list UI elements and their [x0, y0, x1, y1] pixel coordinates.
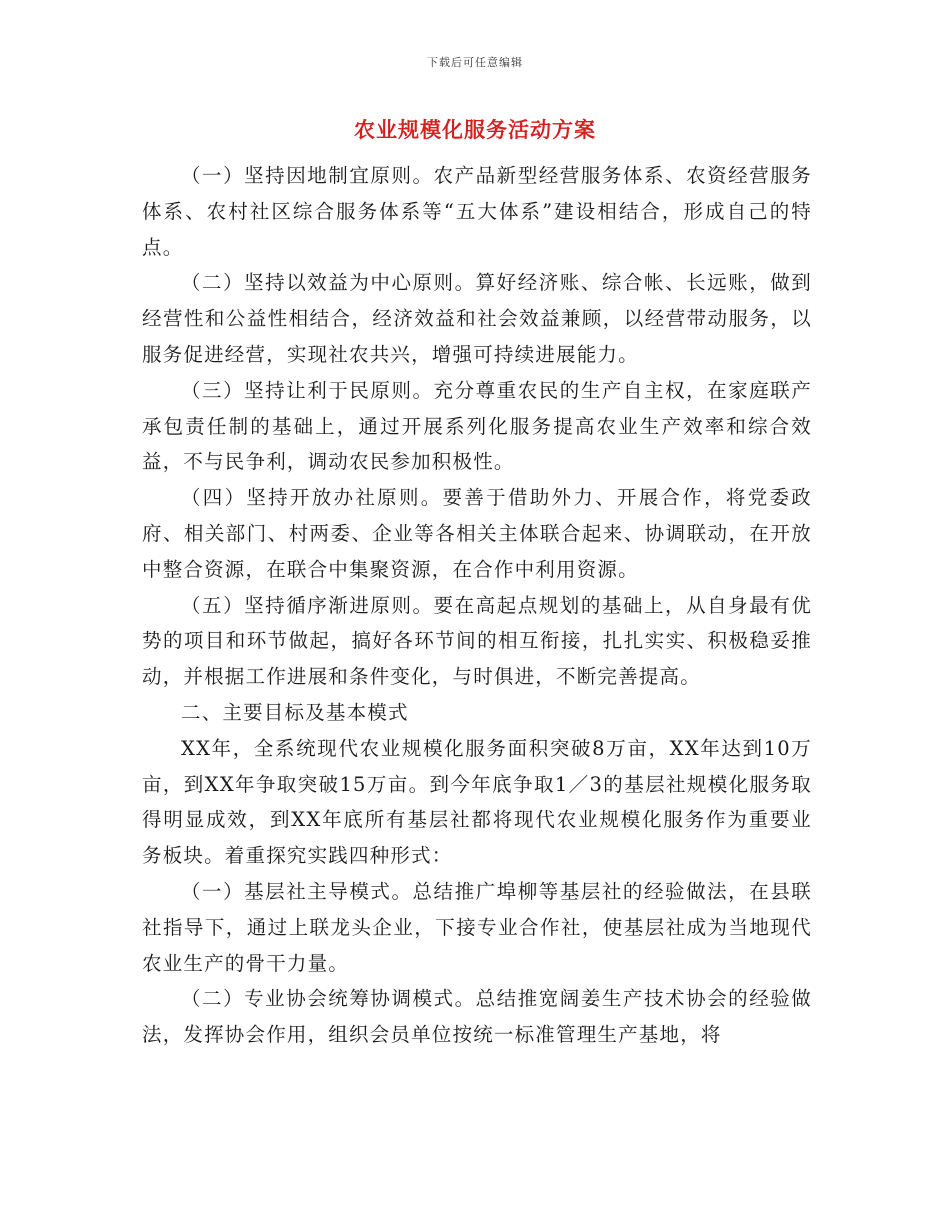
- paragraph-principle-2: （二）坚持以效益为中心原则。算好经济账、综合帐、长远账，做到经营性和公益性相结合，经济效益和社会效益兼顾，以经营带动服务，以服务促进经营，实现社农共兴，增强可持续进展能力。: [142, 271, 812, 366]
- document-title: 农业规模化服务活动方案: [354, 117, 596, 142]
- paragraph-goals: XX年，全系统现代农业规模化服务面积突破8万亩，XX年达到10万亩，到XX年争取突破15万亩。到今年底争取1／3的基层社规模化服务取得明显成效，到XX年底所有基层社都将现代农业规模化服务作为重要业务板块。着重探究实践四种形式：: [142, 736, 812, 868]
- paragraph-principle-4: （四）坚持开放办社原则。要善于借助外力、开展合作，将党委政府、相关部门、村两委、企业等各相关主体联合起来、协调联动，在开放中整合资源，在联合中集聚资源，在合作中利用资源。: [142, 486, 812, 581]
- document-body: [142, 158, 812, 1053]
- paragraph-mode-2: （二）专业协会统筹协调模式。总结推宽阔姜生产技术协会的经验做法，发挥协会作用，组织会员单位按统一标准管理生产基地，将: [142, 987, 812, 1047]
- paragraph-principle-3: （三）坚持让利于民原则。充分尊重农民的生产自主权，在家庭联产承包责任制的基础上，通过开展系列化服务提高农业生产效率和综合效益，不与民争利，调动农民参加积极性。: [142, 378, 812, 474]
- paragraph-principle-5: （五）坚持循序渐进原则。要在高起点规划的基础上，从自身最有优势的项目和环节做起，搞好各环节间的相互衔接，扎扎实实、积极稳妥推动，并根据工作进展和条件变化，与时俱进，不断完善提高。: [142, 593, 812, 689]
- paragraph-mode-1: （一）基层社主导模式。总结推广埠柳等基层社的经验做法，在县联社指导下，通过上联龙头企业，下接专业合作社，使基层社成为当地现代农业生产的骨干力量。: [142, 879, 812, 975]
- header-note: 下载后可任意编辑: [427, 56, 523, 69]
- paragraph-principle-1: （一）坚持因地制宜原则。农产品新型经营服务体系、农资经营服务体系、农村社区综合服务体系等“五大体系”建设相结合，形成自己的特点。: [142, 164, 812, 259]
- section-heading-goals: 二、主要目标及基本模式: [181, 700, 409, 724]
